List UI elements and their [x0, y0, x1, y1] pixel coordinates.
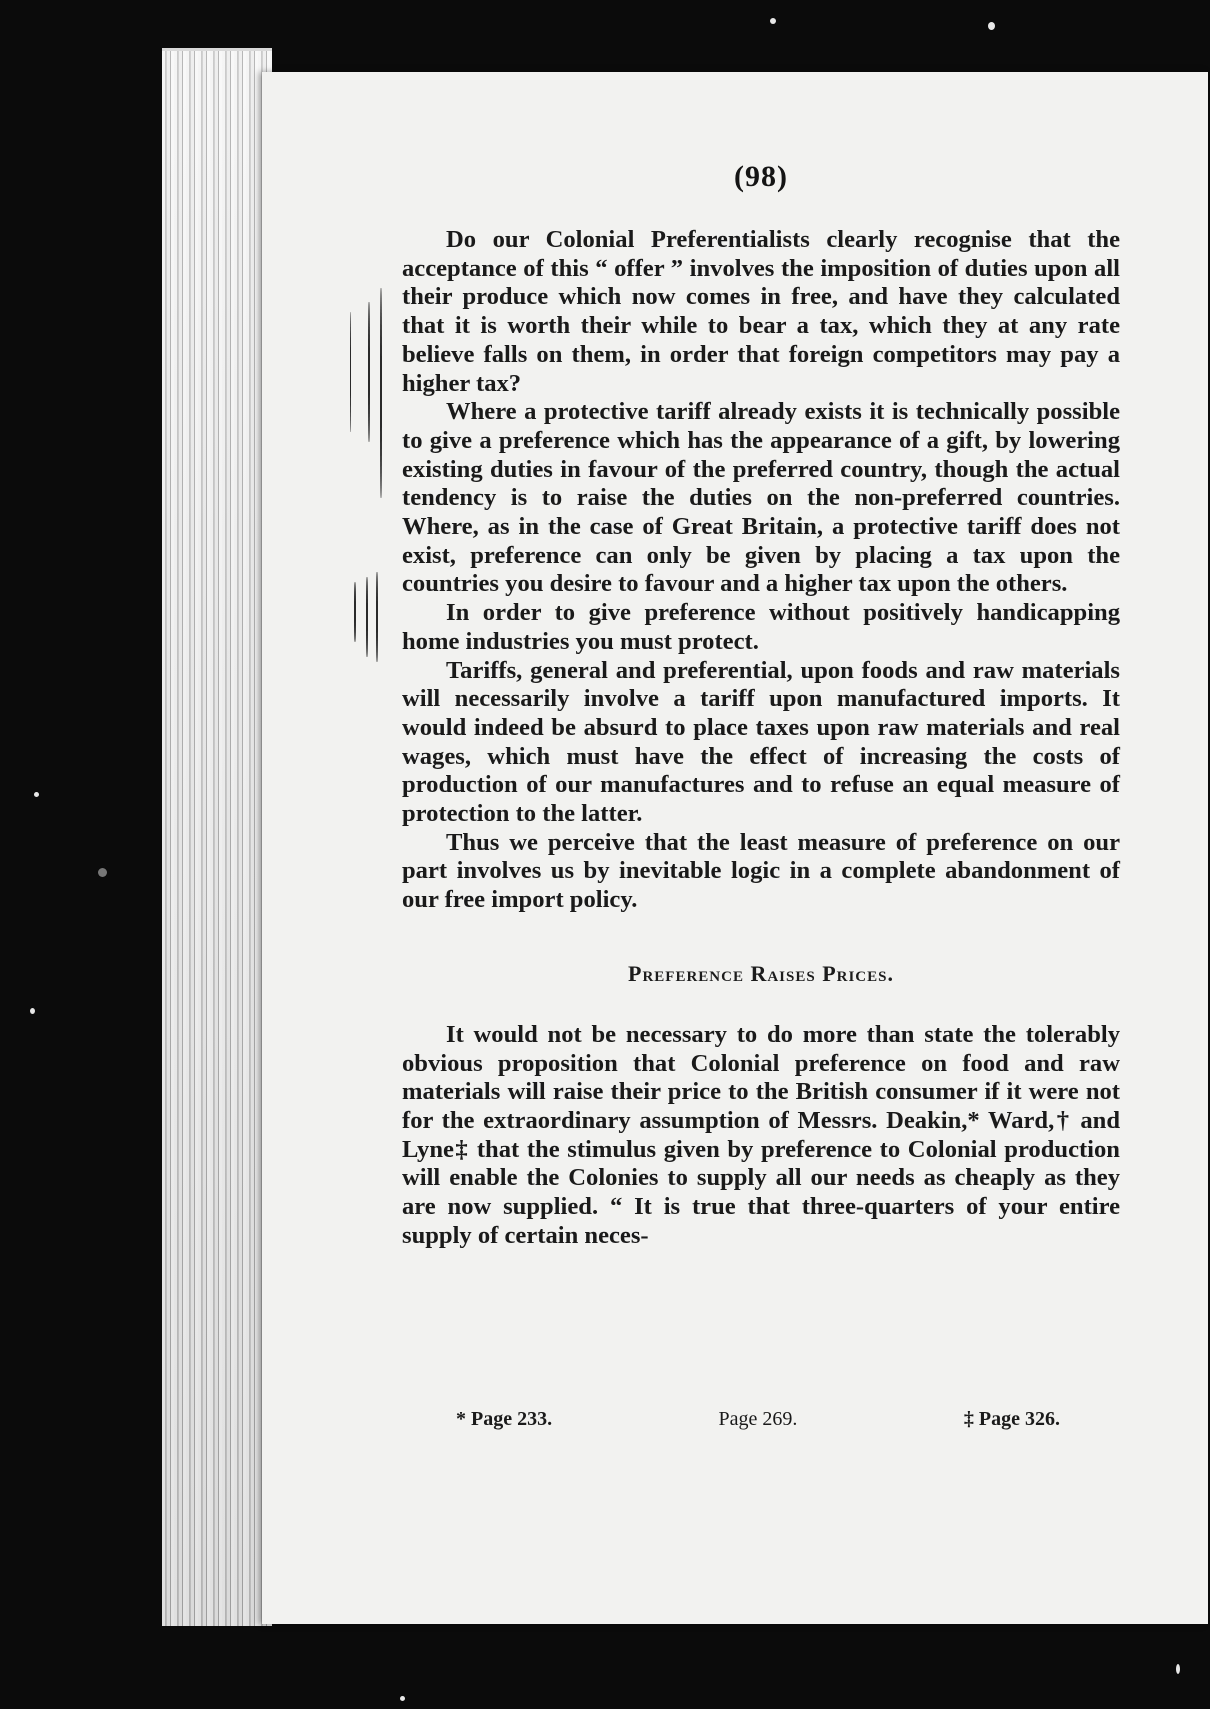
- footnotes: [402, 1408, 1120, 1431]
- scan-speck: [1176, 1664, 1180, 1674]
- paragraph: Do our Colonial Preferentialists clearly recognise that the acceptance of this “ offer ” involves the imposition of duties upon all their produce which now comes in free, and have they calculated that it is worth their while to bear a tax, which they at any rate believe falls on them, in order that foreign competitors may pay a higher tax?: [402, 226, 1120, 397]
- paragraph: Tariffs, general and preferential, upon foods and raw materials will necessarily involve a tariff upon manufactured imports. It would indeed be absurd to place taxes upon raw materials and real wages, which must have the effect of increasing the costs of production of our manufactures and to refuse an equal measure of protection to the latter.: [402, 656, 1120, 828]
- paragraph: Thus we perceive that the least measure of preference on our part involves us by inevitable logic in a complete abandonment of our free import policy.: [402, 828, 1120, 914]
- scan-speck: [770, 18, 776, 24]
- footnote: * Page 233.: [456, 1408, 553, 1430]
- page-text: [402, 160, 1120, 1251]
- section-heading: Preference Raises Prices.: [628, 960, 894, 986]
- margin-mark: [368, 302, 370, 442]
- margin-mark: [366, 577, 368, 657]
- margin-mark: [380, 288, 382, 498]
- footnote: Page 269.: [718, 1408, 798, 1430]
- margin-mark: [350, 312, 351, 432]
- paragraph: Where a protective tariff already exists it is technically possible to give a preference which has the appearance of a gift, by lowering existing duties in favour of the preferred country, though the actual tendency is to raise the duties on the non-preferred countries. Where, as in the case of Great Britain, a protective tariff does not exist, preference can only be given by placing a tax upon the countries you desire to favour and a higher tax upon the others.: [402, 398, 1120, 598]
- book-page-edges: [162, 48, 272, 1626]
- scan-speck: [98, 868, 107, 877]
- footnote: ‡ Page 326.: [963, 1408, 1060, 1430]
- margin-mark: [354, 582, 356, 642]
- paragraph: It would not be necessary to do more than state the tolerably obvious proposition that Colonial preference on food and raw materials will raise their price to the British consumer if it were not for the extraordinary assumption of Messrs. Deakin,* Ward,† and Lyne‡ that the stimulus given by preference to Colonial production will enable the Colonies to supply all our needs as cheaply as they are now supplied. “ It is true that three-quarters of your entire supply of certain neces-: [402, 1020, 1120, 1249]
- page-number: (98): [734, 160, 788, 193]
- scan-speck: [400, 1696, 405, 1701]
- paragraph: In order to give preference without positively handicapping home industries you must protect.: [402, 599, 1120, 655]
- scan-speck: [30, 1008, 35, 1014]
- margin-mark: [376, 572, 378, 662]
- scan-speck: [34, 792, 39, 797]
- scan-speck: [988, 22, 995, 30]
